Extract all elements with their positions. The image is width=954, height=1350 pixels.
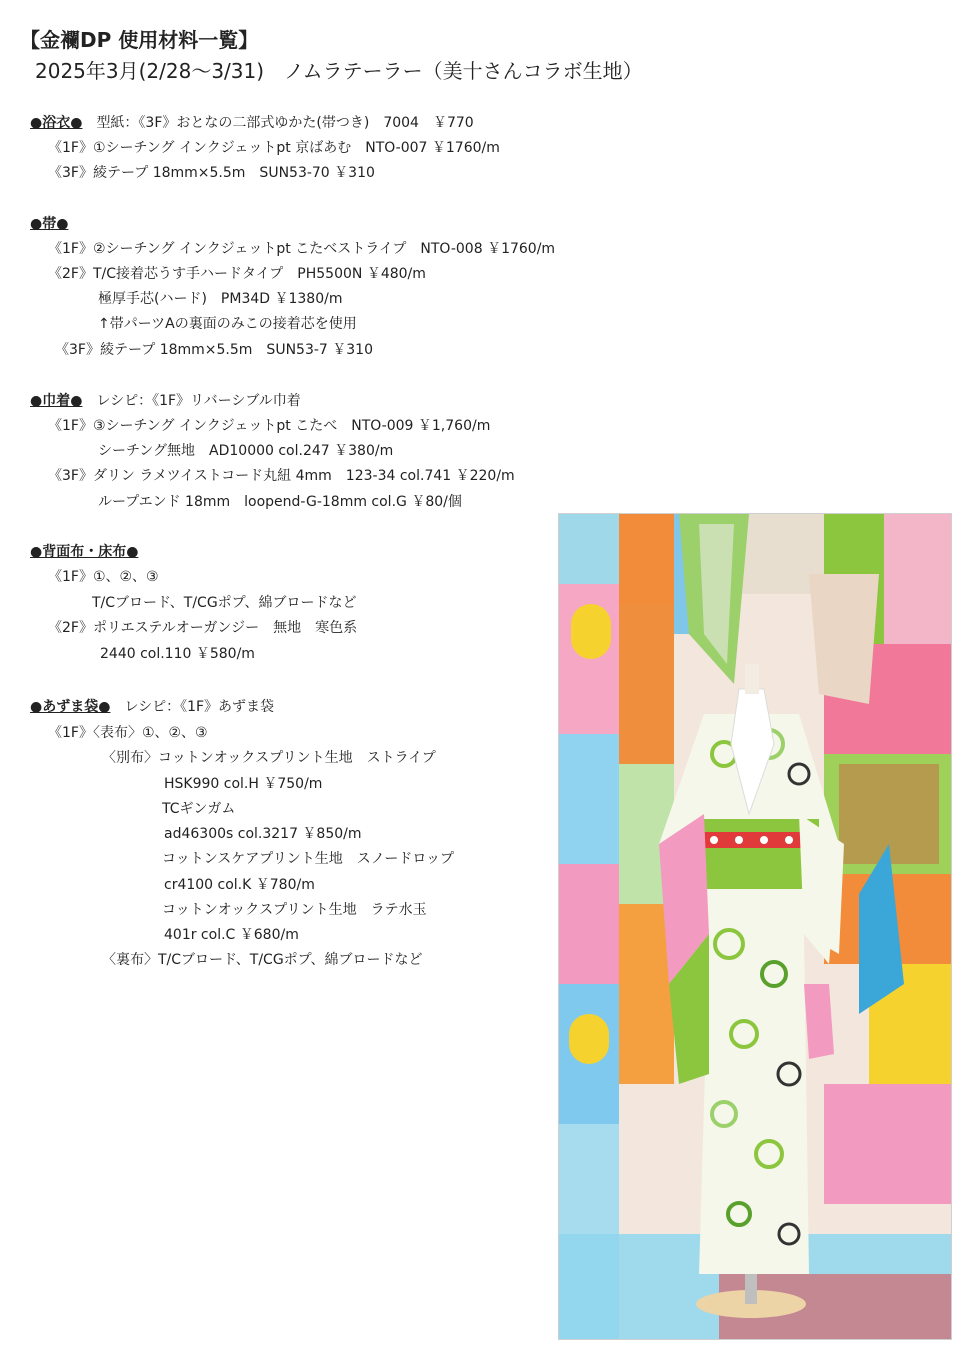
section-note: レシピ：《1F》リバーシブル巾着	[96, 393, 301, 409]
material-line: 《1F》①シーチング インクジェットpt 京ばあむ NTO-007 ￥1760/m	[48, 140, 500, 156]
material-line: 《3F》ダリン ラメツイストコード丸紐 4mm 123-34 col.741 ￥220/m	[48, 468, 515, 484]
section-heading: ●背面布・床布●	[30, 544, 139, 560]
material-line: 《1F》③シーチング インクジェットpt こたべ NTO-009 ￥1,760/m	[48, 418, 491, 434]
document-subtitle: 2025年3月(2/28～3/31) ノムラテーラー（美十さんコラボ生地）	[35, 59, 643, 83]
section-heading: ●巾着●	[30, 393, 83, 409]
display-photo	[558, 513, 952, 1340]
section-obi-header	[30, 215, 68, 233]
material-line: cr4100 col.K ￥780/m	[164, 877, 315, 893]
material-line: TCギンガム	[162, 801, 236, 817]
material-line: 〈別布〉コットンオックスプリント生地 ストライプ	[102, 750, 436, 766]
material-line: 《1F》①、②、③	[48, 569, 159, 585]
material-line: 401r col.C ￥680/m	[164, 927, 299, 943]
section-background-header	[30, 543, 138, 561]
material-line: 極厚手芯(ハード) PM34D ￥1380/m	[98, 291, 343, 307]
material-line: 《1F》②シーチング インクジェットpt こたベストライプ NTO-008 ￥1760/m	[48, 241, 556, 257]
section-heading: ●あずま袋●	[30, 699, 111, 715]
material-line: 《2F》ポリエステルオーガンジー 無地 寒色系	[48, 620, 358, 636]
material-line: T/Cブロード、T/CGポプ、綿ブロードなど	[92, 595, 357, 611]
section-note: 型紙：《3F》おとなの二部式ゆかた(帯つき) 7004 ￥770	[96, 115, 474, 131]
material-line: 〈裏布〉T/Cブロード、T/CGポプ、綿ブロードなど	[102, 952, 423, 968]
section-heading: ●浴衣●	[30, 115, 83, 131]
material-line: 《3F》綾テープ 18mm×5.5m SUN53-70 ￥310	[48, 165, 375, 181]
material-line: ループエンド 18mm loopend-G-18mm col.G ￥80/個	[98, 494, 462, 510]
section-heading: ●帯●	[30, 216, 69, 232]
material-line: 《1F》〈表布〉①、②、③	[48, 725, 208, 741]
material-line: 《3F》綾テープ 18mm×5.5m SUN53-7 ￥310	[55, 342, 373, 358]
section-yukata-header	[30, 114, 474, 132]
section-note: レシピ：《1F》あずま袋	[124, 699, 275, 715]
material-line: 《2F》T/C接着芯うす手ハードタイプ PH5500N ￥480/m	[48, 266, 426, 282]
material-note: ↑帯パーツAの裏面のみこの接着芯を使用	[98, 316, 357, 332]
section-kinchaku-header	[30, 392, 301, 410]
display-photo-art	[559, 514, 951, 1339]
document-title: 【金襴DP 使用材料一覧】	[20, 28, 259, 52]
material-line: HSK990 col.H ￥750/m	[164, 776, 323, 792]
material-line: 2440 col.110 ￥580/m	[100, 646, 255, 662]
material-line: コットンスケアプリント生地 スノードロップ	[162, 851, 455, 867]
material-line: ad46300s col.3217 ￥850/m	[164, 826, 362, 842]
material-line: コットンオックスプリント生地 ラテ水玉	[162, 902, 427, 918]
section-azuma-header	[30, 698, 274, 716]
material-line: シーチング無地 AD10000 col.247 ￥380/m	[98, 443, 394, 459]
